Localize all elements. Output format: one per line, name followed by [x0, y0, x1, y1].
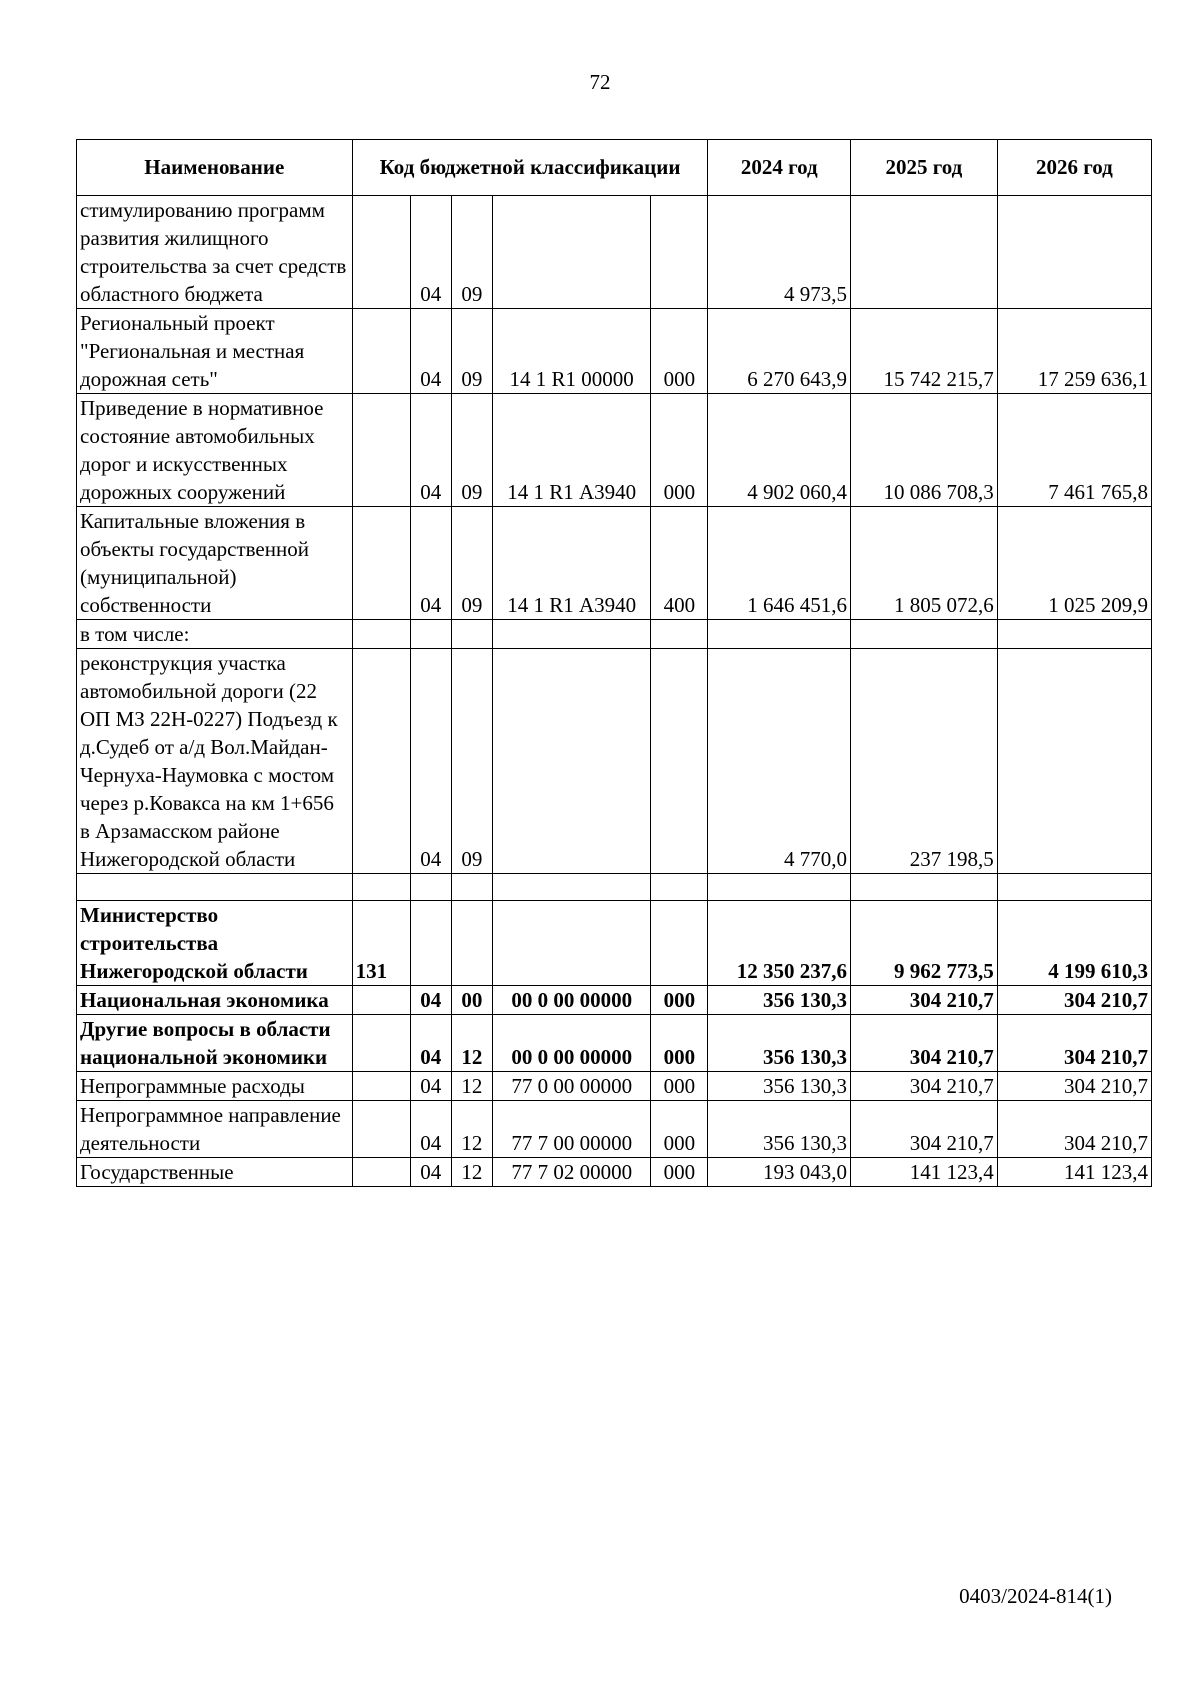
row-code-section: [410, 874, 451, 901]
row-code-expense-type: 000: [651, 1101, 708, 1158]
row-value-2024: 193 043,0: [708, 1158, 851, 1187]
row-code-admin: [352, 649, 410, 874]
row-value-2026: 304 210,7: [997, 1072, 1151, 1101]
row-name: Непрограммное направление деятельности: [77, 1101, 353, 1158]
row-code-subsection: [451, 874, 492, 901]
row-value-2024: [708, 874, 851, 901]
row-code-target: [493, 901, 651, 986]
row-value-2026: 141 123,4: [997, 1158, 1151, 1187]
header-name: Наименование: [77, 140, 353, 196]
table-header-row: [77, 140, 1152, 196]
row-code-expense-type: [651, 196, 708, 309]
row-code-expense-type: [651, 901, 708, 986]
table-row: [77, 986, 1152, 1015]
row-value-2025: 304 210,7: [851, 1101, 998, 1158]
row-name: [77, 874, 353, 901]
header-2026: 2026 год: [997, 140, 1151, 196]
row-code-subsection: 00: [451, 986, 492, 1015]
row-code-subsection: 09: [451, 309, 492, 394]
row-code-expense-type: 000: [651, 1072, 708, 1101]
row-code-section: 04: [410, 1101, 451, 1158]
row-value-2025: 237 198,5: [851, 649, 998, 874]
table-row: [77, 196, 1152, 309]
row-value-2024: 1 646 451,6: [708, 507, 851, 620]
table-row: [77, 1158, 1152, 1187]
row-value-2026: 304 210,7: [997, 986, 1151, 1015]
row-value-2024: [708, 620, 851, 649]
row-name: Другие вопросы в области национальной экономики: [77, 1015, 353, 1072]
row-code-admin: [352, 1101, 410, 1158]
row-code-expense-type: [651, 649, 708, 874]
row-name: Непрограммные расходы: [77, 1072, 353, 1101]
row-code-expense-type: 000: [651, 1158, 708, 1187]
row-name: Капитальные вложения в объекты государственной (муниципальной) собственности: [77, 507, 353, 620]
row-code-admin: [352, 986, 410, 1015]
row-code-target: 77 0 00 00000: [493, 1072, 651, 1101]
row-code-admin: [352, 507, 410, 620]
row-value-2026: 4 199 610,3: [997, 901, 1151, 986]
row-code-expense-type: [651, 874, 708, 901]
row-code-subsection: [451, 620, 492, 649]
row-name: Региональный проект "Региональная и местная дорожная сеть": [77, 309, 353, 394]
table-row: [77, 507, 1152, 620]
budget-table: [76, 139, 1152, 1187]
row-code-admin: [352, 1158, 410, 1187]
row-value-2024: 4 902 060,4: [708, 394, 851, 507]
row-code-admin: 131: [352, 901, 410, 986]
row-code-expense-type: 000: [651, 394, 708, 507]
table-row: [77, 1101, 1152, 1158]
row-value-2026: 17 259 636,1: [997, 309, 1151, 394]
page-number: 72: [589, 70, 611, 94]
row-code-target: 14 1 R1 А3940: [493, 394, 651, 507]
row-code-admin: [352, 394, 410, 507]
row-name: Приведение в нормативное состояние автомобильных дорог и искусственных дорожных сооружений: [77, 394, 353, 507]
row-code-target: 77 7 00 00000: [493, 1101, 651, 1158]
row-value-2025: 9 962 773,5: [851, 901, 998, 986]
table-row: [77, 1015, 1152, 1072]
row-code-admin: [352, 874, 410, 901]
row-code-target: 77 7 02 00000: [493, 1158, 651, 1187]
table-row: [77, 620, 1152, 649]
row-value-2025: [851, 196, 998, 309]
row-code-section: 04: [410, 196, 451, 309]
row-value-2024: 12 350 237,6: [708, 901, 851, 986]
header-code: Код бюджетной классификации: [352, 140, 708, 196]
row-value-2025: [851, 620, 998, 649]
row-name: Национальная экономика: [77, 986, 353, 1015]
table-row: [77, 309, 1152, 394]
row-code-section: 04: [410, 649, 451, 874]
row-code-target: 14 1 R1 А3940: [493, 507, 651, 620]
row-code-target: [493, 196, 651, 309]
row-value-2025: [851, 874, 998, 901]
header-2025: 2025 год: [851, 140, 998, 196]
row-code-section: [410, 620, 451, 649]
row-value-2026: [997, 874, 1151, 901]
row-value-2025: 304 210,7: [851, 986, 998, 1015]
row-value-2025: 304 210,7: [851, 1072, 998, 1101]
row-code-expense-type: 000: [651, 1015, 708, 1072]
row-value-2025: 15 742 215,7: [851, 309, 998, 394]
table-row: [77, 649, 1152, 874]
row-code-section: 04: [410, 1072, 451, 1101]
row-code-expense-type: 000: [651, 986, 708, 1015]
row-code-subsection: 12: [451, 1101, 492, 1158]
row-value-2024: 4 770,0: [708, 649, 851, 874]
row-code-subsection: 09: [451, 196, 492, 309]
row-code-target: [493, 620, 651, 649]
row-code-admin: [352, 309, 410, 394]
row-code-section: [410, 901, 451, 986]
row-name: стимулированию программ развития жилищного строительства за счет средств областного бюджета: [77, 196, 353, 309]
row-code-expense-type: 400: [651, 507, 708, 620]
table-row-empty: [77, 874, 1152, 901]
row-value-2026: 7 461 765,8: [997, 394, 1151, 507]
row-value-2025: 10 086 708,3: [851, 394, 998, 507]
row-value-2024: 356 130,3: [708, 1072, 851, 1101]
row-value-2026: 1 025 209,9: [997, 507, 1151, 620]
row-name: Государственные: [77, 1158, 353, 1187]
row-code-subsection: 09: [451, 394, 492, 507]
row-value-2024: 356 130,3: [708, 1015, 851, 1072]
row-value-2026: 304 210,7: [997, 1101, 1151, 1158]
row-code-admin: [352, 196, 410, 309]
row-code-subsection: 12: [451, 1158, 492, 1187]
row-value-2025: 141 123,4: [851, 1158, 998, 1187]
row-name: в том числе:: [77, 620, 353, 649]
row-code-expense-type: 000: [651, 309, 708, 394]
row-value-2024: 4 973,5: [708, 196, 851, 309]
row-value-2026: [997, 620, 1151, 649]
row-value-2026: 304 210,7: [997, 1015, 1151, 1072]
row-code-subsection: 12: [451, 1072, 492, 1101]
row-code-section: 04: [410, 1158, 451, 1187]
row-code-admin: [352, 1015, 410, 1072]
row-code-target: 00 0 00 00000: [493, 1015, 651, 1072]
row-code-section: 04: [410, 1015, 451, 1072]
header-2024: 2024 год: [708, 140, 851, 196]
row-code-subsection: 12: [451, 1015, 492, 1072]
table-row: [77, 394, 1152, 507]
row-value-2024: 356 130,3: [708, 986, 851, 1015]
table-row: [77, 1072, 1152, 1101]
row-code-target: 00 0 00 00000: [493, 986, 651, 1015]
row-code-target: 14 1 R1 00000: [493, 309, 651, 394]
row-value-2025: 1 805 072,6: [851, 507, 998, 620]
row-code-admin: [352, 1072, 410, 1101]
document-number: 0403/2024-814(1): [959, 1584, 1112, 1608]
row-value-2025: 304 210,7: [851, 1015, 998, 1072]
row-code-section: 04: [410, 394, 451, 507]
row-code-target: [493, 649, 651, 874]
row-code-admin: [352, 620, 410, 649]
row-code-section: 04: [410, 986, 451, 1015]
row-value-2024: 6 270 643,9: [708, 309, 851, 394]
row-code-subsection: 09: [451, 649, 492, 874]
row-value-2026: [997, 649, 1151, 874]
row-code-subsection: [451, 901, 492, 986]
row-code-section: 04: [410, 507, 451, 620]
row-name: реконструкция участка автомобильной дороги (22 ОП МЗ 22Н-0227) Подъезд к д.Судеб от а/д Вол.Майдан-Чернуха-Наумовка с мостом через р.Ковакса на км 1+656 в Арзамасском районе Нижегородской области: [77, 649, 353, 874]
row-code-target: [493, 874, 651, 901]
row-value-2024: 356 130,3: [708, 1101, 851, 1158]
row-code-subsection: 09: [451, 507, 492, 620]
table-row: [77, 901, 1152, 986]
row-code-expense-type: [651, 620, 708, 649]
row-name: Министерство строительства Нижегородской области: [77, 901, 353, 986]
row-value-2026: [997, 196, 1151, 309]
row-code-section: 04: [410, 309, 451, 394]
